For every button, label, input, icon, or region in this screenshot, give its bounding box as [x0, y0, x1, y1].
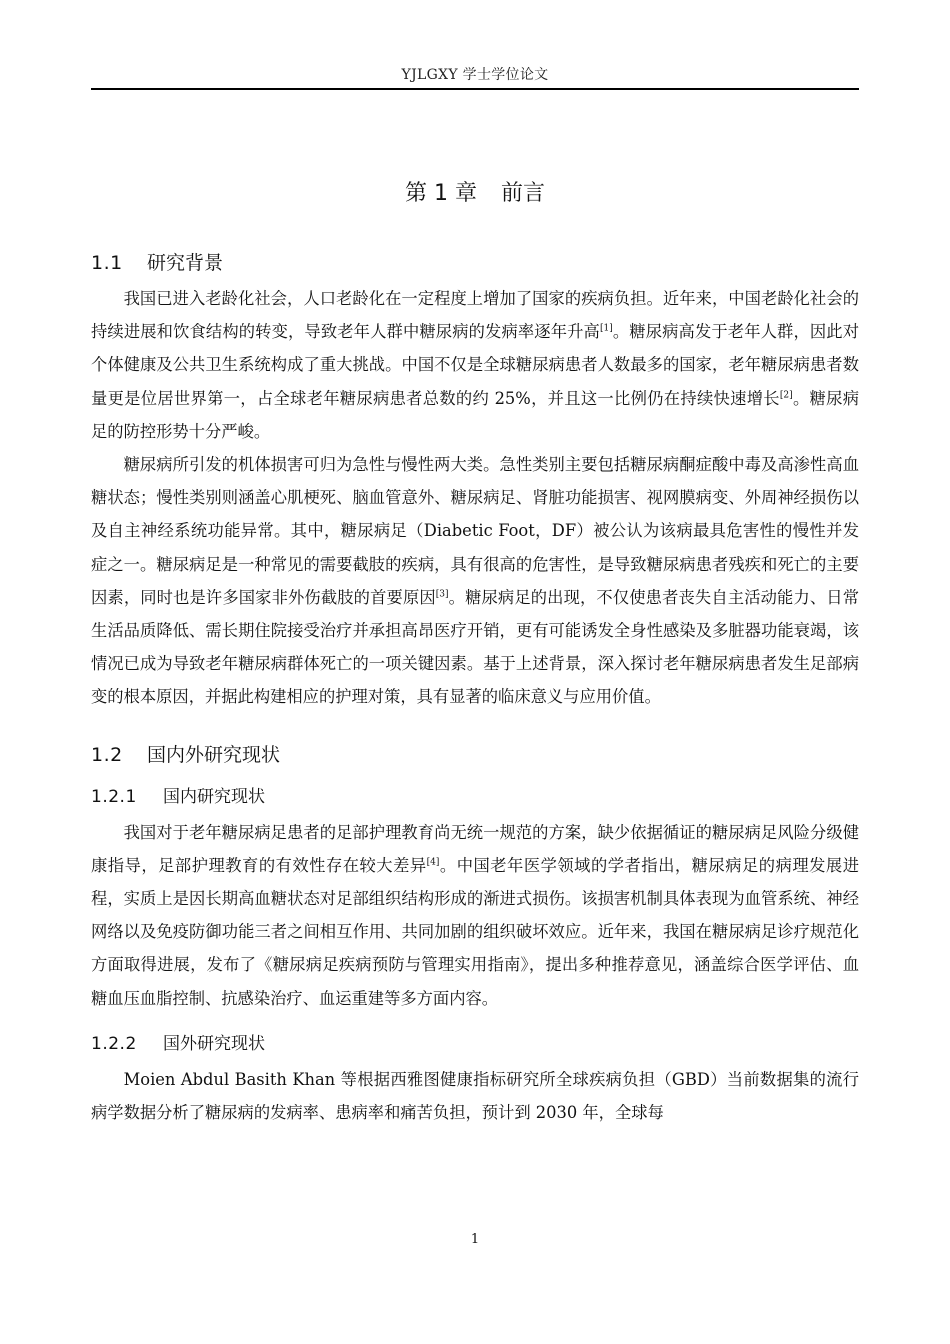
paragraph-text: 我国对于老年糖尿病足患者的足部护理教育尚无统一规范的方案，缺少依据循证的糖尿病足风险分级健康指导，足部护理教育的有效性存在较大差异: [91, 822, 859, 875]
subsection-number: 1.2.2: [91, 1033, 137, 1054]
citation-1: [1]: [599, 323, 613, 334]
subsection-heading-1-2-2: [91, 1029, 859, 1059]
citation-4: [4]: [426, 857, 440, 868]
running-header: YJLGXY 学士学位论文: [401, 67, 549, 83]
paragraph-text: Moien Abdul Basith Khan 等根据西雅图健康指标研究所全球疾病负担（GBD）当前数据集的流行病学数据分析了糖尿病的发病率、患病率和痛苦负担，预计到 2030 年，全球每: [91, 1069, 859, 1123]
section-title: 国内外研究现状: [147, 743, 281, 766]
citation-2: [2]: [779, 390, 793, 401]
paragraph-text: 我国已进入老龄化社会，人口老龄化在一定程度上增加了国家的疾病负担。近年来，中国老龄化社会的持续进展和饮食结构的转变，导致老年人群中糖尿病的发病率逐年升高: [91, 289, 859, 342]
paragraph-text: 。糖尿病高发于老年人群，因此对个体健康及公共卫生系统构成了重大挑战。中国不仅是全球糖尿病患者人数最多的国家，老年糖尿病患者数量更是位居世界第一，占全球老年糖尿病患者总数的约 25%，并且这一比例仍在持续快速增长: [91, 322, 859, 408]
section-heading-1-2: [91, 740, 859, 770]
subsection-title: 国内研究现状: [163, 786, 265, 807]
paragraph-domestic-research: [91, 816, 859, 1015]
section-number: 1.2: [91, 743, 123, 766]
paragraph-foreign-research: [91, 1063, 859, 1129]
chapter-title: [91, 176, 859, 212]
chapter-name: 前言: [500, 181, 545, 206]
paragraph-text: 。糖尿病足的出现，不仅使患者丧失自主活动能力、日常生活品质降低、需长期住院接受治疗并承担高昂医疗开销，更有可能诱发全身性感染及多脏器功能衰竭，该情况已成为导致老年糖尿病群体死亡的一项关键因素。基于上述背景，深入探讨老年糖尿病患者发生足部病变的根本原因，并据此构建相应的护理对策，具有显著的临床意义与应用价值。: [91, 587, 859, 707]
subsection-number: 1.2.1: [91, 786, 137, 807]
chapter-number: 第 1 章: [405, 181, 477, 206]
paragraph-text: 。中国老年医学领域的学者指出，糖尿病足的病理发展进程，实质上是因长期高血糖状态对足部组织结构形成的渐进式损伤。该损害机制具体表现为血管系统、神经网络以及免疫防御功能三者之间相互作用、共同加剧的组织破坏效应。近年来，我国在糖尿病足诊疗规范化方面取得进展，发布了《糖尿病足疾病预防与管理实用指南》，提出多种推荐意见，涵盖综合医学评估、血糖血压血脂控制、抗感染治疗、血运重建等多方面内容。: [91, 855, 859, 1008]
citation-3: [3]: [435, 589, 449, 600]
subsection-title: 国外研究现状: [163, 1033, 265, 1054]
paragraph-background-2: [91, 448, 859, 714]
paragraph-text: 。糖尿病足的防控形势十分严峻。: [91, 388, 859, 441]
section-heading-1-1: [91, 248, 859, 278]
paragraph-background-1: [91, 282, 859, 448]
section-title: 研究背景: [147, 252, 224, 274]
page-number: 1: [470, 1232, 480, 1247]
section-number: 1.1: [91, 252, 123, 274]
paragraph-text: 糖尿病所引发的机体损害可归为急性与慢性两大类。急性类别主要包括糖尿病酮症酸中毒及高渗性高血糖状态；慢性类别则涵盖心肌梗死、脑血管意外、糖尿病足、肾脏功能损害、视网膜病变、外周神经损伤以及自主神经系统功能异常。其中，糖尿病足（Diabetic Foot，DF）被公认为该病最具危害性的慢性并发症之一。糖尿病足是一种常见的需要截肢的疾病，具有很高的危害性，是导致糖尿病患者残疾和死亡的主要因素，同时也是许多国家非外伤截肢的首要原因: [91, 455, 859, 607]
page-body: [91, 176, 859, 1129]
header-rule: [91, 88, 859, 90]
subsection-heading-1-2-1: [91, 782, 859, 812]
